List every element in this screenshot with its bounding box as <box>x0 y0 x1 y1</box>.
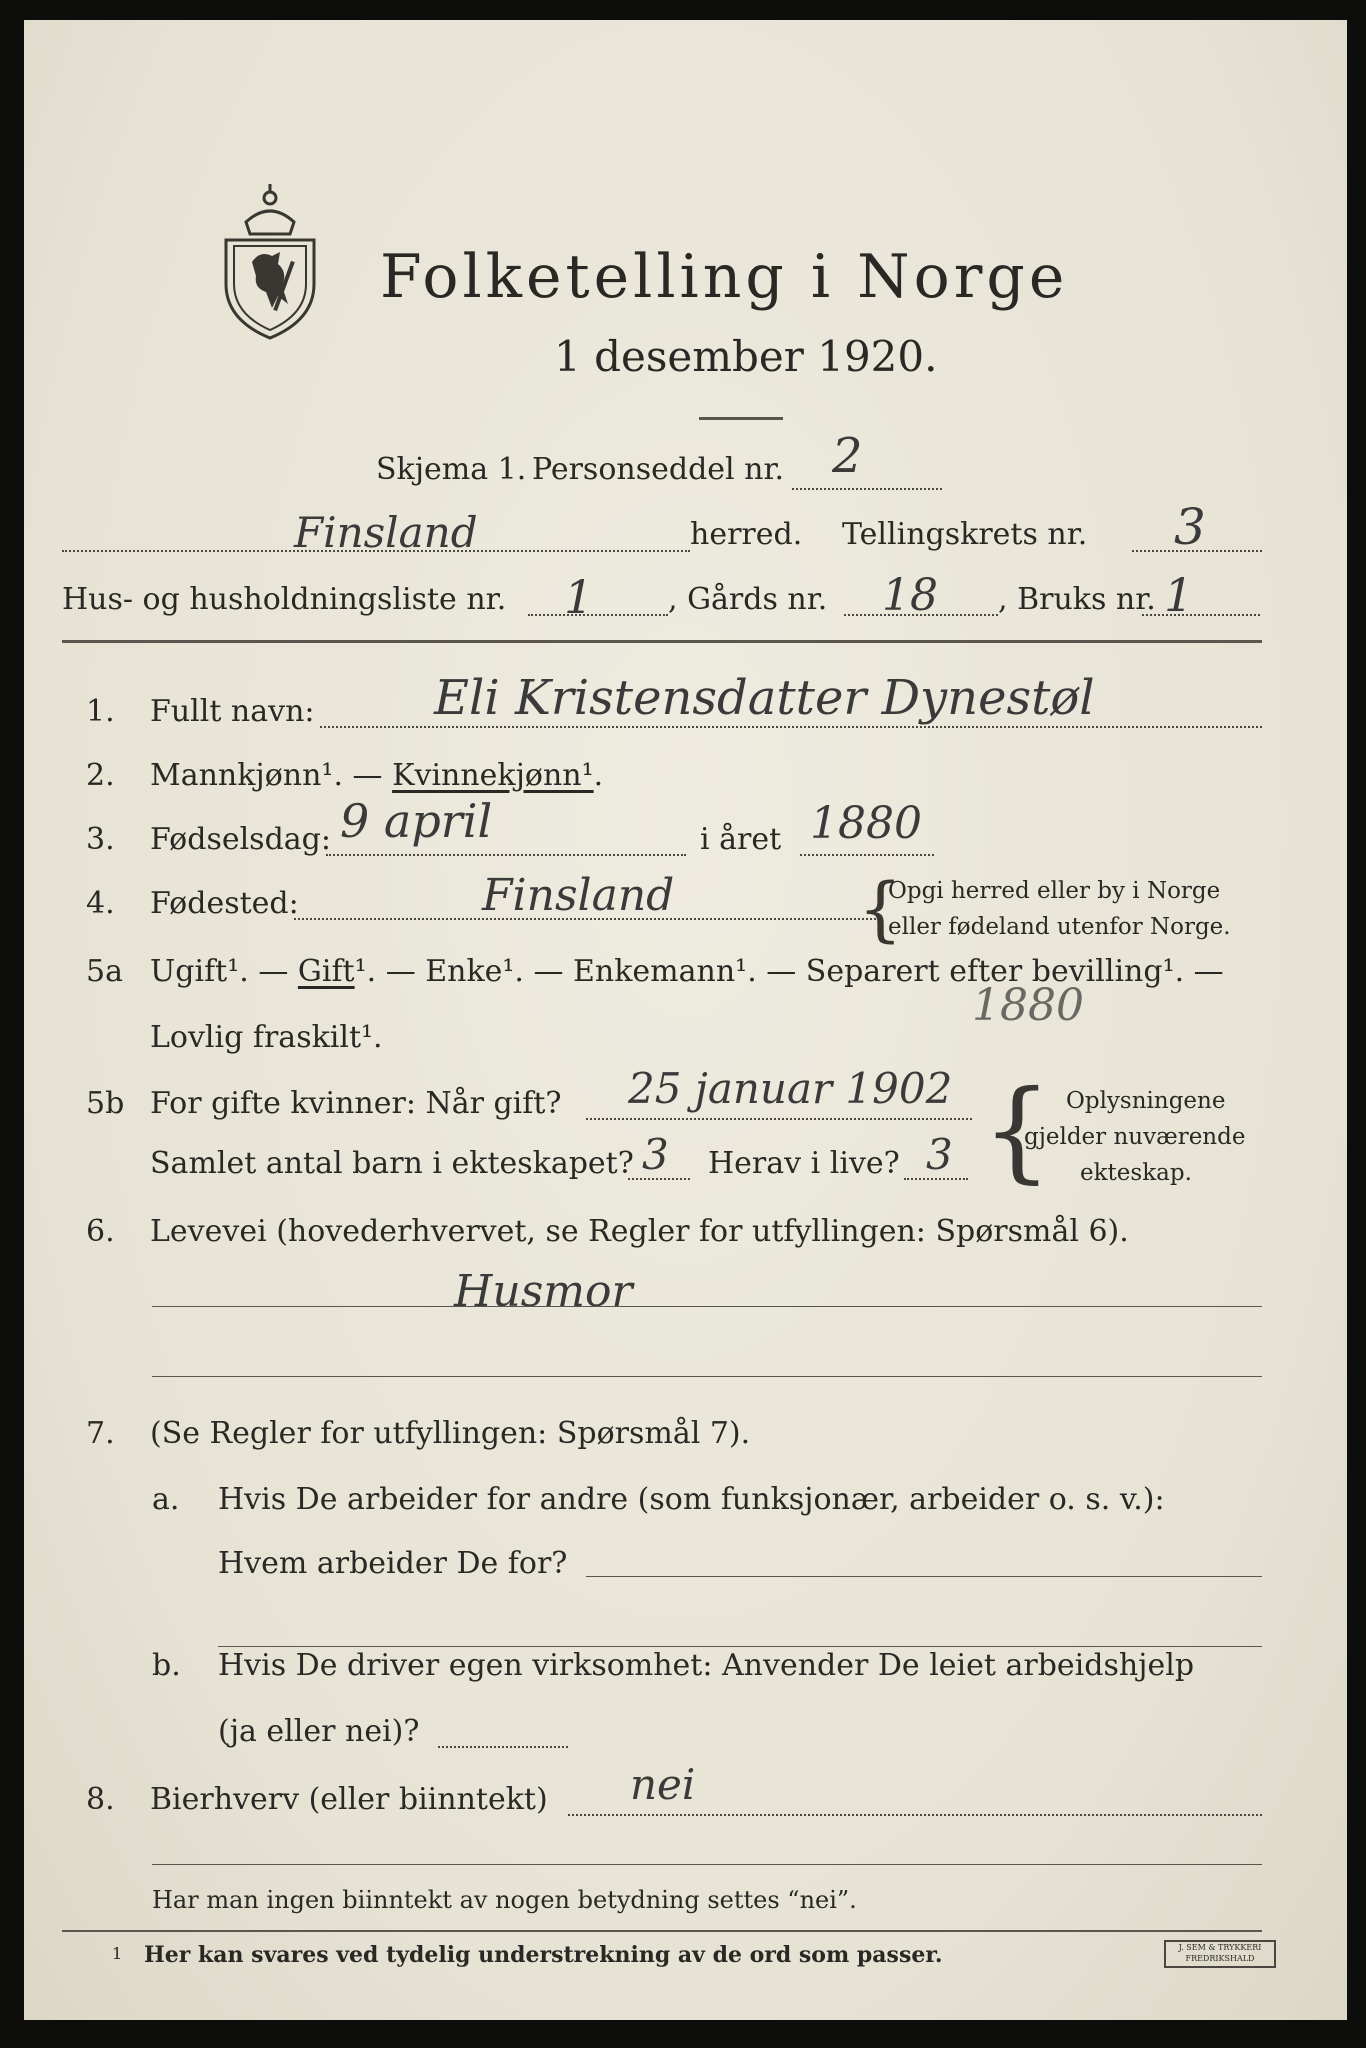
personseddel-line <box>792 488 942 490</box>
side-income-value[interactable]: nei <box>630 1760 696 1809</box>
q7b-answer-line[interactable] <box>438 1746 568 1748</box>
option-gift[interactable]: Gift <box>297 954 355 989</box>
married-date-value[interactable]: 25 januar 1902 <box>628 1064 953 1113</box>
husliste-line <box>528 614 668 616</box>
q6-line-1 <box>152 1306 1262 1307</box>
title-divider <box>699 417 783 420</box>
q4-label: Fødested: <box>150 886 299 921</box>
q7b-text: Hvis De driver egen virksomhet: Anvender De leiet arbeidshjelp <box>218 1648 1195 1683</box>
skjema-label: Skjema 1. <box>376 452 527 487</box>
q5b-line <box>586 1118 972 1120</box>
q4-number: 4. <box>86 886 115 921</box>
q7a-text: Hvis De arbeider for andre (som funksjonær, arbeider o. s. v.): <box>218 1482 1165 1517</box>
husliste-label: Hus- og husholdningsliste nr. <box>62 582 507 617</box>
full-name-value[interactable]: Eli Kristensdatter Dynestøl <box>434 670 1095 726</box>
q7b-number: b. <box>152 1648 181 1683</box>
form-title: Folketelling i Norge <box>380 242 1069 312</box>
q7a-number: a. <box>152 1482 180 1517</box>
coat-of-arms-icon <box>216 180 324 342</box>
tellingskrets-value[interactable]: 3 <box>1174 498 1206 556</box>
q6-line-2 <box>152 1376 1262 1377</box>
q7-label: (Se Regler for utfyllingen: Spørsmål 7). <box>150 1416 751 1451</box>
printer-stamp: J. SEM & TRYKKERI FREDRIKSHALD <box>1164 1940 1276 1968</box>
q3-line <box>326 854 686 856</box>
q4-brace: { <box>858 868 903 950</box>
margin-note: 1880 <box>972 980 1084 1031</box>
herred-label: herred. <box>690 517 803 552</box>
footnote-mark: 1 <box>112 1944 123 1963</box>
birth-year-value[interactable]: 1880 <box>810 798 922 849</box>
ilive-label: Herav i live? <box>708 1146 900 1181</box>
q1-line <box>320 726 1262 728</box>
option-kvinnekjonn[interactable]: Kvinnekjønn¹ <box>392 758 594 793</box>
q4-note-1: Opgi herred eller by i Norge <box>888 878 1221 904</box>
q6-label: Levevei (hovederhvervet, se Regler for utfyllingen: Spørsmål 6). <box>150 1214 1129 1249</box>
q7-number: 7. <box>86 1416 115 1451</box>
q3-label: Fødselsdag: <box>150 822 331 857</box>
personseddel-value[interactable]: 2 <box>832 428 863 484</box>
q5b-note-1: Oplysningene <box>1066 1088 1226 1114</box>
footnote-text: Her kan svares ved tydelig understrekning av de ord som passer. <box>144 1942 943 1968</box>
q5b-number: 5b <box>86 1086 125 1121</box>
q1-label: Fullt navn: <box>150 694 315 729</box>
aret-line <box>800 854 934 856</box>
q2-options: Mannkjønn¹. — Kvinnekjønn¹. <box>150 758 604 793</box>
herred-value[interactable]: Finsland <box>294 508 478 557</box>
footer-divider <box>62 1930 1262 1932</box>
birthday-value[interactable]: 9 april <box>340 794 493 848</box>
q8-line <box>568 1814 1262 1816</box>
q8-number: 8. <box>86 1782 115 1817</box>
q3-number: 3. <box>86 822 115 857</box>
occupation-value[interactable]: Husmor <box>454 1266 633 1317</box>
form-date: 1 desember 1920. <box>554 332 938 381</box>
option-others[interactable]: ¹. — Enke¹. — Enkemann¹. — Separert efter bevilling¹. — <box>354 954 1224 989</box>
footer-note: Har man ingen biinntekt av nogen betydning settes “nei”. <box>152 1886 857 1914</box>
q1-number: 1. <box>86 694 115 729</box>
tellingskrets-label: Tellingskrets nr. <box>842 517 1088 552</box>
q7a-answer-line-2[interactable] <box>218 1646 1262 1647</box>
q7b-text-2: (ja eller nei)? <box>218 1714 420 1749</box>
personseddel-label: Personseddel nr. <box>532 452 785 487</box>
option-mannkjonn[interactable]: Mannkjønn¹. <box>150 758 343 793</box>
header-divider <box>62 640 1262 643</box>
q8-label: Bierhverv (eller biinntekt) <box>150 1782 548 1817</box>
census-form <box>24 20 1347 2020</box>
gards-value[interactable]: 18 <box>882 570 938 621</box>
q7a-answer-line[interactable] <box>586 1576 1262 1577</box>
q2-number: 2. <box>86 758 115 793</box>
husliste-value[interactable]: 1 <box>564 570 594 624</box>
children-alive-value[interactable]: 3 <box>926 1130 953 1179</box>
q5b-note-2: gjelder nuværende <box>1024 1124 1246 1150</box>
barn-label: Samlet antal barn i ekteskapet? <box>150 1146 634 1181</box>
q5b-note-3: ekteskap. <box>1080 1160 1192 1186</box>
q8-line-2 <box>152 1864 1262 1865</box>
bruks-value[interactable]: 1 <box>1164 568 1194 622</box>
children-count-value[interactable]: 3 <box>642 1130 669 1179</box>
q4-note-2: eller fødeland utenfor Norge. <box>888 914 1231 940</box>
option-lovlig-fraskilt[interactable]: Lovlig fraskilt¹. <box>150 1020 383 1055</box>
birthplace-value[interactable]: Finsland <box>482 870 675 921</box>
q7a-text-2: Hvem arbeider De for? <box>218 1546 568 1581</box>
bruks-label: , Bruks nr. <box>998 582 1156 617</box>
option-ugift[interactable]: Ugift¹. — <box>150 954 298 989</box>
q5b-brace: { <box>982 1066 1052 1194</box>
q5b-label: For gifte kvinner: Når gift? <box>150 1086 562 1121</box>
gards-label: , Gårds nr. <box>668 582 828 617</box>
q6-number: 6. <box>86 1214 115 1249</box>
q5a-number: 5a <box>86 954 123 989</box>
aret-label: i året <box>700 822 782 857</box>
bruks-line <box>1142 614 1260 616</box>
